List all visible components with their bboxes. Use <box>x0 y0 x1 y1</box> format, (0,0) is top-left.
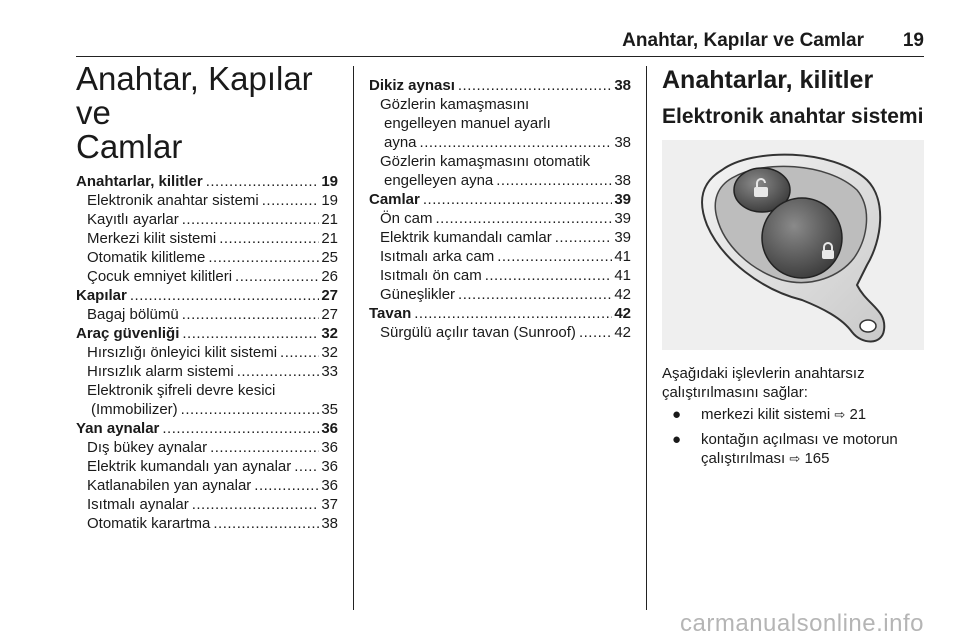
toc-entry-isitmali-on-cam[interactable]: Isıtmalı ön cam ..... 41 <box>380 266 631 285</box>
toc-entry-otomatik-ayna-line1[interactable]: Gözlerin kamaşmasını otomatik <box>380 153 591 170</box>
toc-entry-tavan[interactable]: Tavan ..... 42 <box>369 304 631 323</box>
toc-entry-immobilizer[interactable]: (Immobilizer) ..... 35 <box>91 400 338 419</box>
toc-entry-on-cam[interactable]: Ön cam ..... 39 <box>380 209 631 228</box>
toc-entry-manuel-line2[interactable]: engelleyen manuel ayarlı <box>384 115 551 132</box>
toc-entry-dikiz-aynasi[interactable]: Dikiz aynası ..... 38 <box>369 76 631 95</box>
subsection-title: Elektronik anahtar sistemi <box>662 105 924 128</box>
toc-entry-elektrik-yan-aynalar[interactable]: Elektrik kumandalı yan aynalar ..... 36 <box>87 457 338 476</box>
chapter-title <box>76 62 346 164</box>
bullet-dot: ● <box>672 406 682 423</box>
toc-entry-guneslikler[interactable]: Güneşlikler ..... 42 <box>380 285 631 304</box>
toc-entry-immobilizer-line1[interactable]: Elektronik şifreli devre kesici <box>87 382 276 399</box>
toc-entry-kayitli-ayarlar[interactable]: Kayıtlı ayarlar ..... 21 <box>87 210 338 229</box>
toc-entry-hirsizligi-onleyici[interactable]: Hırsızlığı önleyici kilit sistemi ..... 32 <box>87 343 338 362</box>
toc-entry-otomatik-karartma[interactable]: Otomatik karartma ..... 38 <box>87 514 338 533</box>
toc-entry-elektronik-anahtar[interactable]: Elektronik anahtar sistemi ..... 19 <box>87 191 338 210</box>
toc-entry-isitmali-arka-cam[interactable]: Isıtmalı arka cam ..... 41 <box>380 247 631 266</box>
section-title: Anahtarlar, kilitler <box>662 66 874 94</box>
bullet-text-line2: çalıştırılması <box>701 450 786 467</box>
bullet-dot: ● <box>672 431 682 448</box>
toc-entry-bagaj[interactable]: Bagaj bölümü ..... 27 <box>87 305 338 324</box>
column-divider-1 <box>353 66 354 610</box>
toc-entry-isitmali-aynalar[interactable]: Isıtmalı aynalar ..... 37 <box>87 495 338 514</box>
cross-reference-icon: ⇨ <box>834 407 846 422</box>
toc-entry-elektrik-camlar[interactable]: Elektrik kumandalı camlar ..... 39 <box>380 228 631 247</box>
toc-entry-otomatik-ayna[interactable]: engelleyen ayna ..... 38 <box>384 171 631 190</box>
chapter-title-line2: Camlar <box>76 128 183 165</box>
toc-entry-manuel-line1[interactable]: Gözlerin kamaşmasını <box>380 96 530 113</box>
toc-entry-cocuk-emniyet[interactable]: Çocuk emniyet kilitleri ..... 26 <box>87 267 338 286</box>
toc-entry-hirsizlik-alarm[interactable]: Hırsızlık alarm sistemi ..... 33 <box>87 362 338 381</box>
toc-entry-anahtarlar[interactable]: Anahtarlar, kilitler ..... 19 <box>76 172 338 191</box>
toc-entry-otomatik-kilitleme[interactable]: Otomatik kilitleme ..... 25 <box>87 248 338 267</box>
toc-entry-camlar[interactable]: Camlar ..... 39 <box>369 190 631 209</box>
key-fob-illustration <box>662 140 924 350</box>
intro-paragraph: Aşağıdaki işlevlerin anahtarsız çalıştırılmasını sağlar: <box>662 365 865 401</box>
toc-entry-arac-guvenligi[interactable]: Araç güvenliği ..... 32 <box>76 324 338 343</box>
header-title: Anahtar, Kapılar ve Camlar <box>622 30 864 51</box>
watermark: carmanualsonline.info <box>680 610 924 637</box>
chapter-title-line1: Anahtar, Kapılar ve <box>76 60 313 131</box>
bullet-text-line1: kontağın açılması ve motorun <box>701 431 898 448</box>
cross-reference-page[interactable]: 21 <box>849 406 867 423</box>
toc-entry-yan-aynalar[interactable]: Yan aynalar ..... 36 <box>76 419 338 438</box>
bullet-text: merkezi kilit sistemi <box>701 406 831 423</box>
page-number: 19 <box>902 30 924 51</box>
toc-entry-sunroof[interactable]: Sürgülü açılır tavan (Sunroof) ..... 42 <box>380 323 631 342</box>
toc-entry-merkezi-kilit[interactable]: Merkezi kilit sistemi ..... 21 <box>87 229 338 248</box>
toc-entry-kapilar[interactable]: Kapılar ..... 27 <box>76 286 338 305</box>
column-divider-2 <box>646 66 647 610</box>
toc-entry-manuel-ayna[interactable]: ayna ..... 38 <box>384 133 631 152</box>
cross-reference-page[interactable]: 165 <box>804 450 830 467</box>
cross-reference-icon: ⇨ <box>789 451 801 466</box>
running-header <box>76 28 924 57</box>
toc-entry-katlanabilen[interactable]: Katlanabilen yan aynalar ..... 36 <box>87 476 338 495</box>
toc-entry-dis-bukey[interactable]: Dış bükey aynalar ..... 36 <box>87 438 338 457</box>
key-fob-icon <box>662 140 924 350</box>
